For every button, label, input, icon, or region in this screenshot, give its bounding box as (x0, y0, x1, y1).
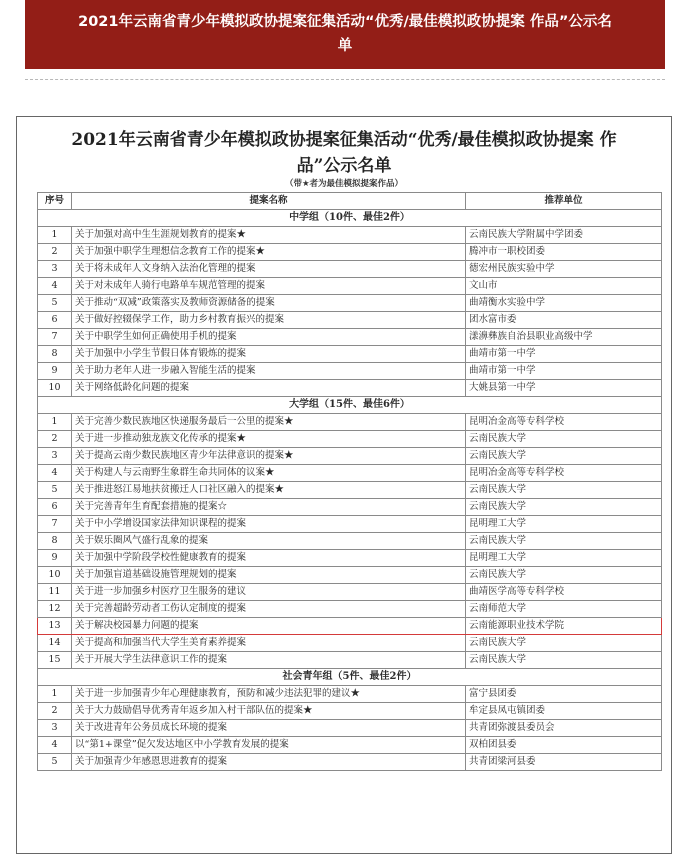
recommending-unit: 云南能源职业技术学院 (466, 618, 662, 635)
row-number: 4 (38, 737, 72, 754)
proposal-name: 关于推动“双减”政策落实及教师资源储备的提案 (72, 295, 466, 312)
table-row (38, 244, 662, 261)
table-row (38, 584, 662, 601)
row-number: 5 (38, 295, 72, 312)
row-number: 2 (38, 244, 72, 261)
document-title-line1: 2021年云南省青少年模拟政协提案征集活动“优秀/最佳模拟政协提案 作 (71, 130, 617, 150)
table-row (38, 312, 662, 329)
row-number: 6 (38, 499, 72, 516)
header-no: 序号 (38, 193, 72, 210)
recommending-unit: 共青团梁河县委 (466, 754, 662, 771)
table-row (38, 533, 662, 550)
table-row (38, 329, 662, 346)
table-row (38, 601, 662, 618)
header-name: 提案名称 (72, 193, 466, 210)
proposal-name: 关于做好控辍保学工作，助力乡村教育振兴的提案 (72, 312, 466, 329)
table-row (38, 703, 662, 720)
table-row (38, 380, 662, 397)
recommending-unit: 腾冲市一职校团委 (466, 244, 662, 261)
recommending-unit: 共青团弥渡县委员会 (466, 720, 662, 737)
row-number: 8 (38, 533, 72, 550)
row-number: 7 (38, 329, 72, 346)
proposal-name: 关于解决校园暴力问题的提案 (72, 618, 466, 635)
recommending-unit: 曲靖市第一中学 (466, 363, 662, 380)
table-row (38, 516, 662, 533)
row-number: 6 (38, 312, 72, 329)
proposal-name: 关于娱乐圈风气盛行乱象的提案 (72, 533, 466, 550)
proposal-name: 关于加强盲道基础设施管理规划的提案 (72, 567, 466, 584)
proposal-name: 关于大力鼓励倡导优秀青年返乡加入村干部队伍的提案★ (72, 703, 466, 720)
recommending-unit: 云南师范大学 (466, 601, 662, 618)
table-row (38, 261, 662, 278)
recommending-unit: 云南民族大学附属中学团委 (466, 227, 662, 244)
proposal-name: 关于将未成年人文身纳入法治化管理的提案 (72, 261, 466, 278)
proposal-name: 关于中职学生如何正确使用手机的提案 (72, 329, 466, 346)
table-row (38, 295, 662, 312)
row-number: 1 (38, 414, 72, 431)
proposal-name: 关于完善青年生育配套措施的提案☆ (72, 499, 466, 516)
table-row (38, 448, 662, 465)
group-header-row (38, 210, 662, 227)
proposal-name: 关于中小学增设国家法律知识课程的提案 (72, 516, 466, 533)
row-number: 4 (38, 278, 72, 295)
proposal-name: 以“第1+课堂”促欠发达地区中小学教育发展的提案 (72, 737, 466, 754)
recommending-unit: 曲靖市第一中学 (466, 346, 662, 363)
row-number: 3 (38, 448, 72, 465)
table-row (38, 754, 662, 771)
proposal-name: 关于加强中学阶段学校性健康教育的提案 (72, 550, 466, 567)
row-number: 1 (38, 227, 72, 244)
recommending-unit: 文山市 (466, 278, 662, 295)
table-row-highlighted (38, 618, 662, 635)
table-row (38, 363, 662, 380)
recommending-unit: 昆明理工大学 (466, 516, 662, 533)
document-title-line2: 品”公示名单 (296, 156, 392, 176)
banner-title-line2: 单 (337, 38, 353, 54)
table-row (38, 431, 662, 448)
proposal-name: 关于加强对高中生生涯规划教育的提案★ (72, 227, 466, 244)
recommending-unit: 云南民族大学 (466, 652, 662, 669)
document-image (16, 116, 672, 854)
recommending-unit: 昆明冶金高等专科学校 (466, 414, 662, 431)
recommending-unit: 曲靖医学高等专科学校 (466, 584, 662, 601)
recommending-unit: 大姚县第一中学 (466, 380, 662, 397)
group-label: 大学组（15件、最佳6件） (38, 397, 662, 414)
recommending-unit: 曲靖衡水实验中学 (466, 295, 662, 312)
recommending-unit: 德宏州民族实验中学 (466, 261, 662, 278)
page-banner (25, 0, 665, 69)
recommending-unit: 云南民族大学 (466, 499, 662, 516)
row-number: 10 (38, 567, 72, 584)
proposal-name: 关于助力老年人进一步融入智能生活的提案 (72, 363, 466, 380)
document-title (17, 127, 671, 179)
table-row (38, 720, 662, 737)
row-number: 2 (38, 703, 72, 720)
table-row (38, 686, 662, 703)
proposal-name: 关于对未成年人骑行电路单车规范管理的提案 (72, 278, 466, 295)
row-number: 13 (38, 618, 72, 635)
recommending-unit: 团水富市委 (466, 312, 662, 329)
row-number: 5 (38, 754, 72, 771)
recommending-unit: 昆明冶金高等专科学校 (466, 465, 662, 482)
proposal-name: 关于开展大学生法律意识工作的提案 (72, 652, 466, 669)
recommending-unit: 云南民族大学 (466, 482, 662, 499)
table-header-row (38, 193, 662, 210)
row-number: 9 (38, 363, 72, 380)
proposal-name: 关于进一步加强青少年心理健康教育，预防和减少违法犯罪的建议★ (72, 686, 466, 703)
group-label: 中学组（10件、最佳2件） (38, 210, 662, 227)
group-header-row (38, 397, 662, 414)
recommending-unit: 牟定县凤屯镇团委 (466, 703, 662, 720)
dashed-divider (25, 79, 665, 80)
row-number: 11 (38, 584, 72, 601)
header-unit: 推荐单位 (466, 193, 662, 210)
proposal-name: 关于加强中小学生节假日体育锻炼的提案 (72, 346, 466, 363)
row-number: 8 (38, 346, 72, 363)
proposal-name: 关于进一步加强乡村医疗卫生服务的建议 (72, 584, 466, 601)
row-number: 10 (38, 380, 72, 397)
table-row (38, 346, 662, 363)
table-row (38, 635, 662, 652)
proposal-name: 关于提高和加强当代大学生美育素养提案 (72, 635, 466, 652)
table-row (38, 482, 662, 499)
row-number: 1 (38, 686, 72, 703)
table-row (38, 227, 662, 244)
proposal-name: 关于完善少数民族地区快递服务最后一公里的提案★ (72, 414, 466, 431)
banner-title-line1: 2021年云南省青少年模拟政协提案征集活动“优秀/最佳模拟政协提案 作品”公示名 (78, 14, 612, 30)
recommending-unit: 云南民族大学 (466, 448, 662, 465)
proposal-name: 关于改进青年公务员成长环境的提案 (72, 720, 466, 737)
recommending-unit: 云南民族大学 (466, 635, 662, 652)
row-number: 5 (38, 482, 72, 499)
recommending-unit: 云南民族大学 (466, 567, 662, 584)
table-row (38, 550, 662, 567)
row-number: 2 (38, 431, 72, 448)
table-row (38, 414, 662, 431)
table-row (38, 567, 662, 584)
proposal-name: 关于推进怒江易地扶贫搬迁人口社区融入的提案★ (72, 482, 466, 499)
proposal-name: 关于进一步推动独龙族文化传承的提案★ (72, 431, 466, 448)
document-note: （带★者为最佳模拟提案作品） (284, 179, 404, 189)
row-number: 3 (38, 720, 72, 737)
recommending-unit: 云南民族大学 (466, 533, 662, 550)
table-row (38, 737, 662, 754)
recommending-unit: 双柏团县委 (466, 737, 662, 754)
group-header-row (38, 669, 662, 686)
recommending-unit: 云南民族大学 (466, 431, 662, 448)
award-table-body (38, 193, 662, 771)
proposal-name: 关于提高云南少数民族地区青少年法律意识的提案★ (72, 448, 466, 465)
proposal-name: 关于加强中职学生理想信念教育工作的提案★ (72, 244, 466, 261)
row-number: 12 (38, 601, 72, 618)
row-number: 7 (38, 516, 72, 533)
row-number: 9 (38, 550, 72, 567)
award-table (37, 192, 662, 771)
proposal-name: 关于完善超龄劳动者工伤认定制度的提案 (72, 601, 466, 618)
table-row (38, 652, 662, 669)
proposal-name: 关于构建人与云南野生象群生命共同体的议案★ (72, 465, 466, 482)
recommending-unit: 漾濞彝族自治县职业高级中学 (466, 329, 662, 346)
recommending-unit: 昆明理工大学 (466, 550, 662, 567)
table-row (38, 465, 662, 482)
proposal-name: 关于网络低龄化问题的提案 (72, 380, 466, 397)
group-label: 社会青年组（5件、最佳2件） (38, 669, 662, 686)
table-row (38, 499, 662, 516)
recommending-unit: 富宁县团委 (466, 686, 662, 703)
row-number: 3 (38, 261, 72, 278)
proposal-name: 关于加强青少年感恩思进教育的提案 (72, 754, 466, 771)
row-number: 4 (38, 465, 72, 482)
table-row (38, 278, 662, 295)
row-number: 15 (38, 652, 72, 669)
row-number: 14 (38, 635, 72, 652)
